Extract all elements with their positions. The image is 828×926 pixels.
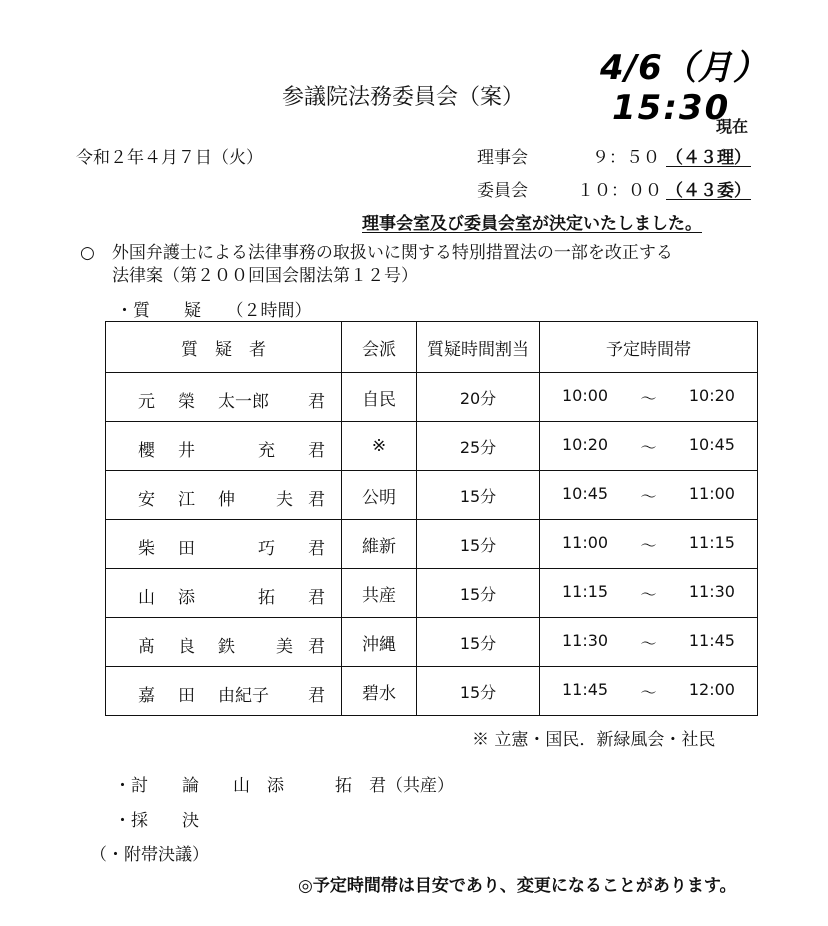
time-separator: ～ (640, 633, 657, 653)
resolution-item: （・附帯決議） (90, 845, 209, 865)
name-part: 江 (178, 490, 195, 510)
time-start: 11:00 (562, 532, 609, 552)
faction-cell: 碧水 (342, 667, 417, 716)
name-part: 太一郎 (218, 392, 269, 412)
time-separator: ～ (640, 486, 657, 506)
time-separator: ～ (640, 682, 657, 702)
name-part: 夫 (276, 490, 293, 510)
time-end: 10:20 (688, 385, 735, 405)
name-part: 田 (178, 686, 195, 706)
name-part: 安 (138, 490, 155, 510)
name-part: 添 (178, 588, 195, 608)
time-slot-cell (540, 667, 758, 716)
time-end: 11:45 (688, 630, 735, 650)
debate-item: ・討 論 山 添 拓 君（共産） (114, 776, 454, 796)
questioner-name (106, 618, 342, 667)
name-part: 櫻 (138, 441, 155, 461)
time-end: 10:45 (688, 434, 735, 454)
name-part: 元 (138, 392, 155, 412)
name-part: 巧 (258, 539, 275, 559)
allocation-cell: 15分 (417, 618, 540, 667)
header-questioner: 質 疑 者 (106, 322, 342, 373)
allocation-cell: 15分 (417, 520, 540, 569)
table-row (106, 569, 758, 618)
time-start: 11:30 (562, 630, 609, 650)
allocation-cell: 25分 (417, 422, 540, 471)
name-part: 拓 (258, 588, 275, 608)
time-end: 11:00 (688, 483, 735, 503)
faction-footnote: ※ 立憲・国民．新緑風会・社民 (472, 730, 716, 750)
header-faction: 会派 (342, 322, 417, 373)
time-slot-cell (540, 422, 758, 471)
faction-cell: 維新 (342, 520, 417, 569)
faction-cell: 沖縄 (342, 618, 417, 667)
page-title: 参議院法務委員会（案） (282, 85, 525, 110)
header-time-slot: 予定時間帯 (540, 322, 758, 373)
time-slot-cell (540, 373, 758, 422)
allocation-cell: 15分 (417, 471, 540, 520)
name-part: 由紀子 (218, 686, 269, 706)
time-separator: ～ (640, 437, 657, 457)
vote-item: ・採 決 (114, 811, 199, 831)
faction-cell: 公明 (342, 471, 417, 520)
table-row (106, 471, 758, 520)
questioner-name (106, 373, 342, 422)
time-end: 11:30 (688, 581, 735, 601)
bill-title-line1: ○ 外国弁護士による法律事務の取扱いに関する特別措置法の一部を改正する (80, 243, 673, 263)
meeting-time-board: ９：５０ (592, 148, 660, 168)
questioner-name (106, 667, 342, 716)
questioner-name (106, 520, 342, 569)
faction-cell: ※ (342, 422, 417, 471)
name-part: 美 (276, 637, 293, 657)
meeting-room-board: （４３理） (666, 148, 751, 168)
allocation-cell: 15分 (417, 667, 540, 716)
meeting-label-board: 理事会 (477, 148, 528, 168)
questioner-name (106, 471, 342, 520)
table-row (106, 373, 758, 422)
honorific-kun: 君 (308, 441, 325, 461)
time-start: 11:15 (562, 581, 609, 601)
time-separator: ～ (640, 388, 657, 408)
time-start: 10:00 (562, 385, 609, 405)
name-part: 井 (178, 441, 195, 461)
name-part: 良 (178, 637, 195, 657)
faction-cell: 自民 (342, 373, 417, 422)
time-separator: ～ (640, 584, 657, 604)
honorific-kun: 君 (308, 539, 325, 559)
time-start: 10:45 (562, 483, 609, 503)
room-notice: 理事会室及び委員会室が決定いたしました。 (362, 214, 702, 234)
name-part: 伸 (218, 490, 235, 510)
name-part: 田 (178, 539, 195, 559)
meeting-label-committee: 委員会 (477, 181, 528, 201)
name-part: 鉄 (218, 637, 235, 657)
honorific-kun: 君 (308, 588, 325, 608)
header-allocation: 質疑時間割当 (417, 322, 540, 373)
time-slot-cell (540, 618, 758, 667)
questioner-name (106, 569, 342, 618)
table-row (106, 618, 758, 667)
honorific-kun: 君 (308, 686, 325, 706)
meeting-date: 令和２年４月７日（火） (76, 148, 263, 168)
handwritten-date: 4/6（月） (600, 48, 768, 88)
allocation-cell: 20分 (417, 373, 540, 422)
meeting-room-committee: （４３委） (666, 181, 751, 201)
name-part: 充 (258, 441, 275, 461)
honorific-kun: 君 (308, 490, 325, 510)
honorific-kun: 君 (308, 637, 325, 657)
table-header-row (106, 322, 758, 373)
time-slot-cell (540, 569, 758, 618)
time-start: 10:20 (562, 434, 609, 454)
faction-cell: 共産 (342, 569, 417, 618)
time-end: 12:00 (688, 679, 735, 699)
time-slot-cell (540, 520, 758, 569)
meeting-time-committee: １０：００ (577, 181, 662, 201)
table-row (106, 667, 758, 716)
table-row (106, 520, 758, 569)
handwritten-time: 15:30 (612, 88, 731, 128)
as-of-label: 現在 (716, 117, 749, 136)
name-part: 嘉 (138, 686, 155, 706)
allocation-cell: 15分 (417, 569, 540, 618)
schedule-table (105, 321, 758, 716)
questioner-name (106, 422, 342, 471)
time-slot-cell (540, 471, 758, 520)
table-row (106, 422, 758, 471)
time-end: 11:15 (688, 532, 735, 552)
time-separator: ～ (640, 535, 657, 555)
inquiry-heading: ・質 疑 （２時間） (116, 301, 312, 321)
name-part: 柴 (138, 539, 155, 559)
time-start: 11:45 (562, 679, 609, 699)
name-part: 榮 (178, 392, 195, 412)
name-part: 髙 (138, 637, 155, 657)
bill-title-line2: 法律案（第２００回国会閣法第１２号） (112, 266, 418, 286)
honorific-kun: 君 (308, 392, 325, 412)
schedule-disclaimer: ◎予定時間帯は目安であり、変更になることがあります。 (298, 876, 737, 896)
name-part: 山 (138, 588, 155, 608)
